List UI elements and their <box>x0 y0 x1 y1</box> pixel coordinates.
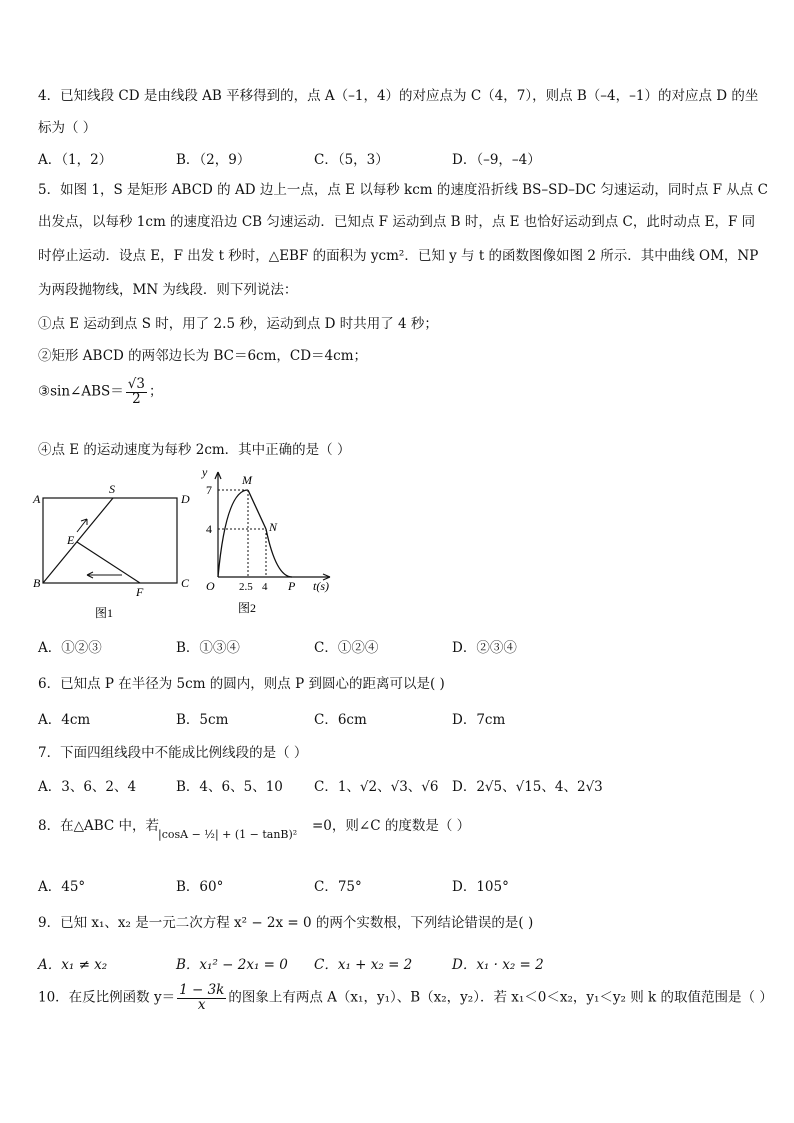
q8-option-b[interactable]: B．60° <box>176 879 224 895</box>
q5-option-c[interactable]: C．①②④ <box>314 640 379 656</box>
segment-mn <box>248 490 266 529</box>
q5-option-b[interactable]: B．①③④ <box>176 640 240 656</box>
fig1-label-c: C <box>181 576 190 590</box>
fig1-label-s: S <box>109 482 115 496</box>
fig2-label-o: O <box>206 579 215 593</box>
fig2-caption: 图2 <box>238 601 257 615</box>
q9-options <box>38 953 758 973</box>
q5-s3-fraction <box>126 378 147 406</box>
q10-stem <box>38 984 773 1012</box>
fig1-label-b: B <box>33 576 41 590</box>
curve-om <box>218 490 248 577</box>
q6-option-c[interactable]: C．6cm <box>314 712 367 728</box>
q5-figure-2 <box>196 462 346 622</box>
q9-option-b[interactable]: B．x₁² − 2x₁ = 0 <box>176 957 288 973</box>
q6-option-d[interactable]: D．7cm <box>452 712 506 728</box>
q4-option-b[interactable]: B．（2，9） <box>176 152 251 168</box>
segment-ef <box>77 542 140 583</box>
q6-stem: 6．已知点 P 在半径为 5cm 的圆内，则点 P 到圆心的距离可以是( ) <box>38 676 445 692</box>
fig2-tick-4-x: 4 <box>262 581 268 593</box>
fig2-label-t: t(s) <box>313 579 329 593</box>
q4-options <box>38 148 758 168</box>
fig2-label-n: N <box>269 520 278 534</box>
q7-option-b[interactable]: B．4、6、5、10 <box>176 779 283 795</box>
q5-statement-4: ④点 E 的运动速度为每秒 2cm．其中正确的是（ ） <box>38 442 351 458</box>
fig2-tick-7: 7 <box>206 483 212 497</box>
q7-option-a[interactable]: A．3、6、2、4 <box>38 779 137 795</box>
q8-options <box>38 875 758 895</box>
fig2-label-p: P <box>288 579 296 593</box>
q6-option-b[interactable]: B．5cm <box>176 712 229 728</box>
fig1-label-e: E <box>67 533 75 547</box>
q6-options <box>38 708 758 728</box>
q5-stem-line3: 时停止运动．设点 E，F 出发 t 秒时，△EBF 的面积为 ycm²．已知 y 与 t 的函数图像如图 2 所示．其中曲线 OM，NP <box>38 248 759 264</box>
q7-options <box>38 775 758 795</box>
q4-option-a[interactable]: A．（1，2） <box>38 152 113 168</box>
fig2-tick-2-5: 2.5 <box>239 581 253 593</box>
q5-s3-num: √3 <box>127 376 145 392</box>
fig1-label-f: F <box>136 585 144 599</box>
q5-statement-1: ①点 E 运动到点 S 时，用了 2.5 秒，运动到点 D 时共用了 4 秒； <box>38 316 438 332</box>
q10-fraction <box>177 984 226 1012</box>
q5-figure-1 <box>30 478 200 623</box>
q5-options <box>38 636 758 656</box>
q7-option-d[interactable]: D．2√5、√15、4、2√3 <box>452 779 603 795</box>
fig2-label-m: M <box>242 473 252 487</box>
fig2-tick-4: 4 <box>206 522 212 536</box>
q8-option-d[interactable]: D．105° <box>452 879 509 895</box>
q5-option-d[interactable]: D．②③④ <box>452 640 517 656</box>
q4-stem-line1: 4．已知线段 CD 是由线段 AB 平移得到的，点 A（–1，4）的对应点为 C（4，7），则点 B（–4，–1）的对应点 D 的坐 <box>38 88 759 104</box>
q8-stem-pre: 8．在△ABC 中，若 <box>38 818 160 834</box>
q10-stem-pre: 10．在反比例函数 y＝ <box>38 989 176 1006</box>
q9-option-a[interactable]: A．x₁ ≠ x₂ <box>38 957 108 973</box>
fig1-label-d: D <box>181 492 190 506</box>
q7-stem: 7．下面四组线段中不能成比例线段的是（ ） <box>38 745 308 761</box>
q4-option-c[interactable]: C．（5，3） <box>314 152 389 168</box>
q8-option-c[interactable]: C．75° <box>314 879 362 895</box>
curve-np <box>266 529 292 577</box>
q7-option-c[interactable]: C．1、√2、√3、√6 <box>314 779 439 795</box>
q5-s3-den: 2 <box>132 390 141 407</box>
q4-option-d[interactable]: D．（–9，–4） <box>452 152 541 168</box>
q5-stem-line1: 5．如图 1，S 是矩形 ABCD 的 AD 边上一点，点 E 以每秒 kcm 的速度沿折线 BS–SD–DC 匀速运动，同时点 F 从点 C <box>38 182 768 198</box>
q5-s3-suffix: ； <box>148 383 163 400</box>
q10-stem-post: 的图象上有两点 A（x₁，y₁）、B（x₂，y₂）．若 x₁＜0＜x₂，y₁＜y₂ 则 k 的取值范围是（ ） <box>228 989 773 1006</box>
fig2-label-y: y <box>202 465 208 479</box>
q9-option-d[interactable]: D．x₁ · x₂ = 2 <box>452 957 544 973</box>
q5-statement-2: ②矩形 ABCD 的两邻边长为 BC＝6cm，CD＝4cm； <box>38 348 368 364</box>
rect-abcd <box>43 498 177 583</box>
q10-fraction-den: x <box>197 996 206 1013</box>
q10-fraction-num: 1 − 3k <box>179 982 225 998</box>
fig1-caption: 图1 <box>95 606 114 620</box>
q9-stem: 9．已知 x₁、x₂ 是一元二次方程 x² − 2x = 0 的两个实数根，下列结论错误的是( ) <box>38 915 534 931</box>
q8-expression: |cosA − ½| + (1 − tanB)² <box>158 828 298 841</box>
fig1-label-a: A <box>33 492 41 506</box>
segment-bs <box>43 498 113 583</box>
q5-s3-prefix: ③sin∠ABS＝ <box>38 383 124 400</box>
q9-option-c[interactable]: C．x₁ + x₂ = 2 <box>314 957 413 973</box>
q8-option-a[interactable]: A．45° <box>38 879 86 895</box>
q8-stem-post: =0，则∠C 的度数是（ ） <box>312 818 471 834</box>
q5-stem-line4: 为两段抛物线，MN 为线段．则下列说法： <box>38 282 298 298</box>
q5-stem-line2: 出发点，以每秒 1cm 的速度沿边 CB 匀速运动．已知点 F 运动到点 B 时，点 E 也恰好运动到点 C，此时动点 E，F 同 <box>38 214 756 230</box>
q5-option-a[interactable]: A．①②③ <box>38 640 102 656</box>
q5-statement-3 <box>38 378 162 406</box>
q6-option-a[interactable]: A．4cm <box>38 712 91 728</box>
q4-stem-line2: 标为（ ） <box>38 120 97 136</box>
